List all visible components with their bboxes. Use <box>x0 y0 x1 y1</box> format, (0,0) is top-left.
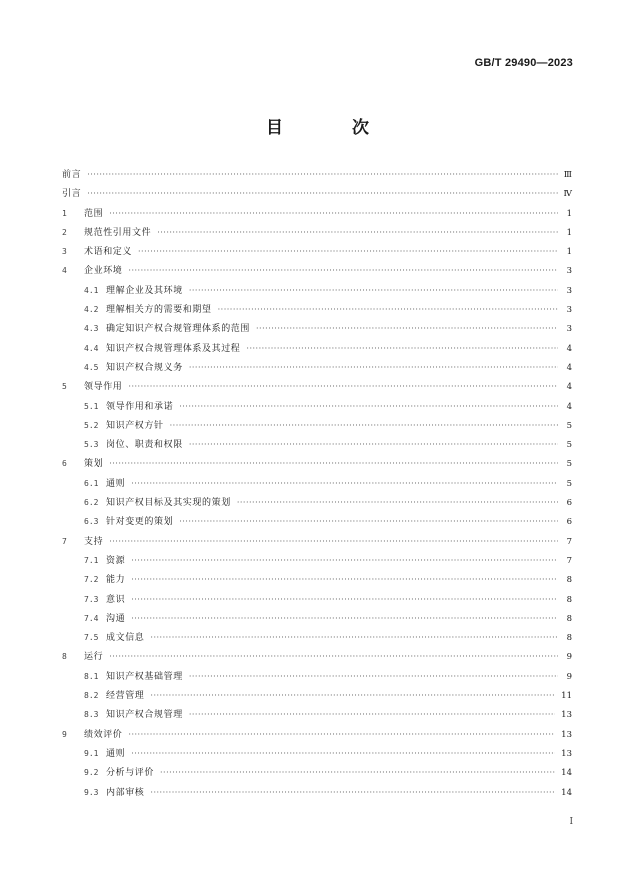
toc-entry[interactable] <box>62 667 572 686</box>
toc-entry-title: 规范性引用文件 <box>84 227 152 238</box>
toc-entry-page: 13 <box>561 710 572 721</box>
toc-entry-title: 领导作用和承诺 <box>106 401 174 412</box>
toc-entry-page: 3 <box>566 305 572 316</box>
dot-leader <box>87 184 557 203</box>
toc-entry-title: 理解企业及其环境 <box>106 285 183 296</box>
toc-entry-number: 4.1 <box>84 285 99 295</box>
toc-entry-page: 13 <box>561 748 572 759</box>
dot-leader <box>179 512 558 531</box>
toc-entry-title: 通则 <box>106 478 126 489</box>
toc-entry-page: 3 <box>566 324 572 335</box>
toc-entry-number: 7.2 <box>84 575 99 585</box>
toc-entry-title: 理解相关方的需要和期望 <box>106 305 212 316</box>
toc-entry[interactable] <box>62 725 572 744</box>
toc-entry-page: 14 <box>561 768 572 779</box>
toc-entry-title: 针对变更的策划 <box>106 517 174 528</box>
toc-entry-title: 策划 <box>84 459 104 470</box>
toc-entry-title: 绩效评价 <box>84 729 123 740</box>
toc-entry-page: 1 <box>566 227 572 238</box>
toc-entry[interactable] <box>62 397 572 416</box>
toc-entry[interactable] <box>62 339 572 358</box>
dot-leader <box>256 319 558 338</box>
dot-leader <box>237 493 558 512</box>
toc-entry-number: 7 <box>62 536 67 546</box>
toc-entry-title: 知识产权合规管理体系及其过程 <box>106 343 241 354</box>
toc-entry-page: 5 <box>566 478 572 489</box>
toc-entry-page: 9 <box>566 671 572 682</box>
toc-entry-page: 3 <box>566 285 572 296</box>
toc-entry-title: 术语和定义 <box>84 247 133 258</box>
toc-entry[interactable] <box>62 609 572 628</box>
toc-entry[interactable] <box>62 319 572 338</box>
toc-entry-title: 知识产权合规管理 <box>106 710 183 721</box>
toc-entry-number: 6 <box>62 459 67 469</box>
dot-leader <box>128 261 558 280</box>
toc-entry-number: 2 <box>62 227 67 237</box>
toc-entry-title: 前言 <box>62 170 82 180</box>
toc-entry[interactable] <box>62 358 572 377</box>
dot-leader <box>150 783 555 802</box>
toc-entry-page: 5 <box>566 420 572 431</box>
toc-entry[interactable] <box>62 532 572 551</box>
toc-entry[interactable] <box>62 454 572 473</box>
toc-entry-page: 8 <box>566 633 572 644</box>
dot-leader <box>189 358 558 377</box>
toc-entry-page: 14 <box>561 787 572 798</box>
dot-leader <box>109 647 558 666</box>
toc-entry[interactable] <box>62 300 572 319</box>
toc-entry[interactable] <box>62 744 572 763</box>
standard-code: GB/T 29490—2023 <box>474 57 573 69</box>
toc-entry-title: 确定知识产权合规管理体系的范围 <box>106 324 251 335</box>
dot-leader <box>160 763 555 782</box>
toc-entry[interactable] <box>62 261 572 280</box>
table-of-contents <box>62 165 572 802</box>
toc-entry-page: 8 <box>566 575 572 586</box>
dot-leader <box>189 281 558 300</box>
toc-entry-number: 4.2 <box>84 305 99 315</box>
toc-entry-page: 4 <box>566 343 572 354</box>
toc-entry-number: 6.1 <box>84 478 99 488</box>
toc-entry[interactable] <box>62 204 572 223</box>
toc-entry-number: 8.2 <box>84 691 99 701</box>
toc-entry-page: Ⅳ <box>563 189 572 200</box>
toc-entry-number: 5.3 <box>84 440 99 450</box>
dot-leader <box>128 377 558 396</box>
toc-entry[interactable] <box>62 783 572 802</box>
toc-entry-number: 7.3 <box>84 594 99 604</box>
toc-entry-number: 7.5 <box>84 633 99 643</box>
toc-entry[interactable] <box>62 647 572 666</box>
toc-entry-title: 经营管理 <box>106 691 145 702</box>
toc-entry-number: 4.4 <box>84 343 99 353</box>
dot-leader <box>131 609 558 628</box>
toc-entry-title: 知识产权方针 <box>106 420 164 431</box>
toc-entry-title: 通则 <box>106 748 126 759</box>
toc-entry-title: 分析与评价 <box>106 768 155 779</box>
toc-entry[interactable] <box>62 242 572 261</box>
toc-entry-title: 运行 <box>84 652 104 663</box>
toc-entry-title: 内部审核 <box>106 787 145 798</box>
dot-leader <box>87 165 558 184</box>
toc-entry[interactable] <box>62 551 572 570</box>
toc-entry[interactable] <box>62 686 572 705</box>
toc-entry-title: 岗位、职责和权限 <box>106 440 183 451</box>
dot-leader <box>150 686 555 705</box>
toc-entry-page: Ⅲ <box>563 170 572 180</box>
toc-entry-page: 7 <box>566 555 572 566</box>
toc-entry-title: 沟通 <box>106 613 126 624</box>
dot-leader <box>179 397 558 416</box>
toc-entry-page: 5 <box>566 440 572 451</box>
toc-entry-number: 1 <box>62 208 67 218</box>
toc-entry[interactable] <box>62 474 572 493</box>
toc-entry-number: 9.1 <box>84 748 99 758</box>
toc-entry-page: 6 <box>566 517 572 528</box>
dot-leader <box>131 551 558 570</box>
toc-entry-title: 知识产权合规义务 <box>106 362 183 373</box>
page-folio: I <box>569 817 573 827</box>
toc-entry-number: 4 <box>62 266 67 276</box>
toc-entry-page: 4 <box>566 362 572 373</box>
toc-entry-page: 8 <box>566 613 572 624</box>
dot-leader <box>109 454 558 473</box>
toc-entry-number: 3 <box>62 247 67 257</box>
dot-leader <box>109 532 558 551</box>
toc-entry[interactable] <box>62 416 572 435</box>
toc-entry-number: 8 <box>62 652 67 662</box>
toc-entry-page: 3 <box>566 266 572 277</box>
toc-entry-number: 9 <box>62 729 67 739</box>
dot-leader <box>170 416 558 435</box>
dot-leader <box>157 223 558 242</box>
toc-entry-page: 7 <box>566 536 572 547</box>
toc-entry[interactable] <box>62 435 572 454</box>
toc-entry-page: 1 <box>566 208 572 219</box>
toc-entry-number: 9.2 <box>84 768 99 778</box>
toc-entry[interactable] <box>62 628 572 647</box>
dot-leader <box>138 242 558 261</box>
toc-entry[interactable] <box>62 512 572 531</box>
toc-entry[interactable] <box>62 493 572 512</box>
toc-entry[interactable] <box>62 763 572 782</box>
toc-entry-page: 6 <box>566 498 572 509</box>
dot-leader <box>109 204 558 223</box>
toc-entry-number: 7.1 <box>84 555 99 565</box>
toc-entry[interactable] <box>62 377 572 396</box>
toc-entry-number: 9.3 <box>84 787 99 797</box>
dot-leader <box>246 339 558 358</box>
toc-entry[interactable] <box>62 184 572 203</box>
toc-entry-page: 4 <box>566 401 572 412</box>
toc-entry-page: 11 <box>561 691 572 702</box>
toc-entry-number: 4.3 <box>84 324 99 334</box>
toc-title: 目 次 <box>266 118 395 138</box>
dot-leader <box>131 474 558 493</box>
toc-entry-page: 5 <box>566 459 572 470</box>
toc-entry-title: 引言 <box>62 189 82 200</box>
toc-entry-title: 资源 <box>106 555 126 566</box>
toc-entry-page: 4 <box>566 382 572 393</box>
toc-entry-number: 5.2 <box>84 420 99 430</box>
toc-entry-number: 6.3 <box>84 517 99 527</box>
toc-entry-title: 成文信息 <box>106 633 145 644</box>
toc-entry[interactable] <box>62 165 572 184</box>
toc-entry-number: 4.5 <box>84 362 99 372</box>
dot-leader <box>218 300 558 319</box>
toc-entry-page: 9 <box>566 652 572 663</box>
toc-entry[interactable] <box>62 705 572 724</box>
dot-leader <box>189 705 555 724</box>
toc-entry-title: 领导作用 <box>84 382 123 393</box>
toc-entry-number: 5.1 <box>84 401 99 411</box>
toc-entry[interactable] <box>62 570 572 589</box>
dot-leader <box>131 590 558 609</box>
toc-entry-page: 13 <box>561 729 572 740</box>
toc-entry-title: 企业环境 <box>84 266 123 277</box>
toc-entry-title: 能力 <box>106 575 126 586</box>
toc-entry-number: 8.1 <box>84 671 99 681</box>
toc-entry-page: 8 <box>566 594 572 605</box>
dot-leader <box>128 725 555 744</box>
dot-leader <box>131 570 558 589</box>
toc-entry-title: 知识产权基础管理 <box>106 671 183 682</box>
toc-entry-number: 6.2 <box>84 498 99 508</box>
dot-leader <box>189 667 558 686</box>
toc-entry[interactable] <box>62 590 572 609</box>
toc-entry-title: 意识 <box>106 594 126 605</box>
toc-entry-number: 5 <box>62 382 67 392</box>
dot-leader <box>150 628 558 647</box>
dot-leader <box>131 744 555 763</box>
toc-entry-number: 8.3 <box>84 710 99 720</box>
toc-entry[interactable] <box>62 223 572 242</box>
toc-entry-page: 1 <box>566 247 572 258</box>
toc-entry-title: 支持 <box>84 536 104 547</box>
toc-entry[interactable] <box>62 281 572 300</box>
toc-entry-title: 范围 <box>84 208 104 219</box>
toc-entry-number: 7.4 <box>84 613 99 623</box>
dot-leader <box>189 435 558 454</box>
toc-entry-title: 知识产权目标及其实现的策划 <box>106 498 231 509</box>
